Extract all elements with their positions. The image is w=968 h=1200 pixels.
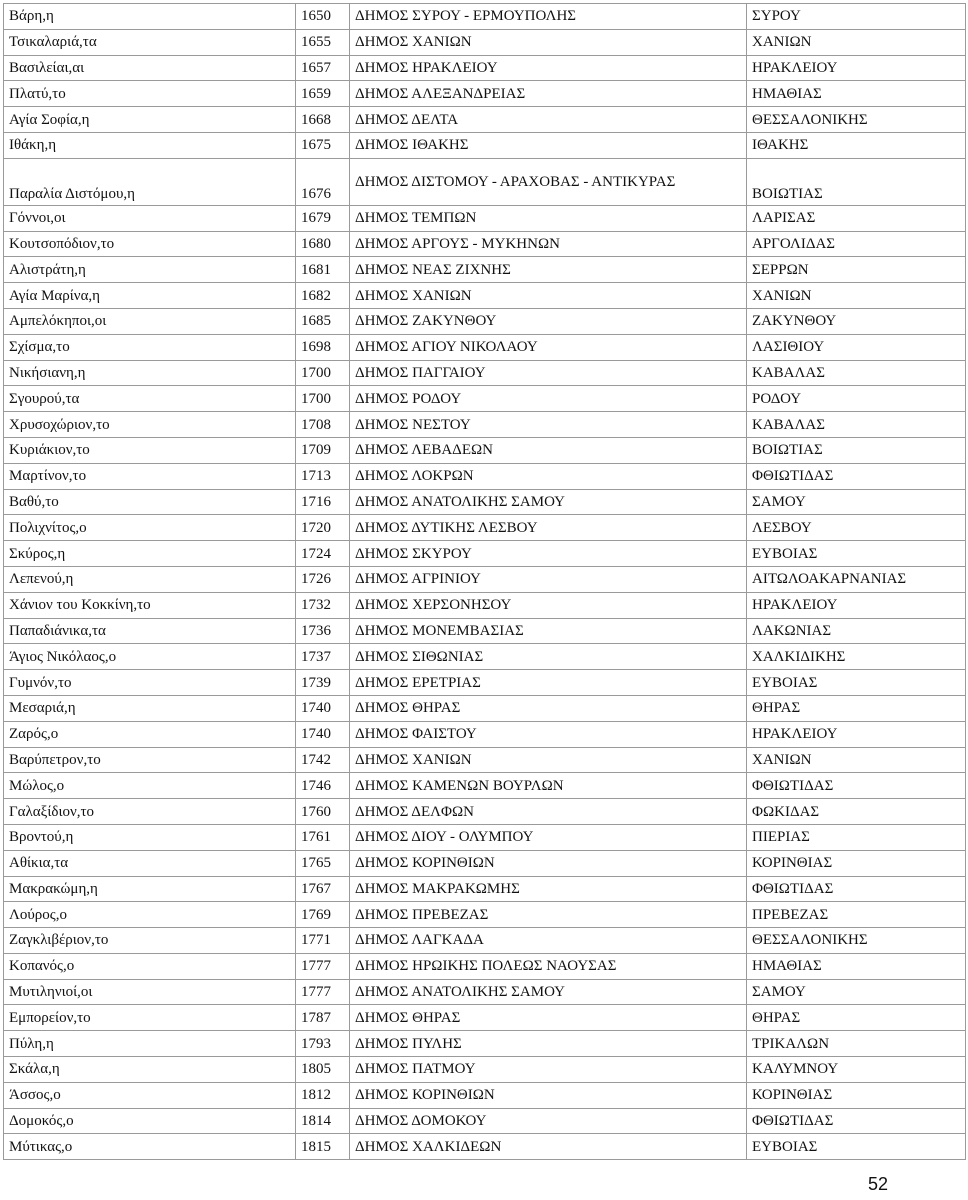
table-row [4,107,966,133]
cell-place: Άγιος Νικόλαος,ο [4,644,296,670]
cell-year: 1737 [296,644,350,670]
cell-year: 1736 [296,618,350,644]
cell-place: Αλιστράτη,η [4,257,296,283]
table-row [4,721,966,747]
cell-year: 1765 [296,850,350,876]
cell-municipality: ΔΗΜΟΣ ΣΚΥΡΟΥ [350,541,747,567]
cell-prefecture: ΚΑΒΑΛΑΣ [747,412,966,438]
cell-prefecture: ΚΑΒΑΛΑΣ [747,360,966,386]
table-row [4,132,966,158]
cell-place: Αμπελόκηποι,οι [4,308,296,334]
cell-municipality: ΔΗΜΟΣ ΜΑΚΡΑΚΩΜΗΣ [350,876,747,902]
cell-year: 1746 [296,773,350,799]
cell-place: Χρυσοχώριον,το [4,412,296,438]
cell-prefecture: ΑΙΤΩΛΟΑΚΑΡΝΑΝΙΑΣ [747,566,966,592]
cell-prefecture: ΗΡΑΚΛΕΙΟΥ [747,721,966,747]
table-row [4,566,966,592]
cell-municipality: ΔΗΜΟΣ ΔΕΛΤΑ [350,107,747,133]
cell-municipality: ΔΗΜΟΣ ΙΘΑΚΗΣ [350,132,747,158]
cell-prefecture: ΦΘΙΩΤΙΔΑΣ [747,463,966,489]
cell-prefecture: ΠΙΕΡΙΑΣ [747,824,966,850]
table-row [4,824,966,850]
cell-year: 1682 [296,283,350,309]
cell-year: 1767 [296,876,350,902]
cell-place: Λούρος,ο [4,902,296,928]
cell-municipality: ΔΗΜΟΣ ΧΑΝΙΩΝ [350,29,747,55]
cell-municipality: ΔΗΜΟΣ ΑΡΓΟΥΣ - ΜΥΚΗΝΩΝ [350,231,747,257]
cell-year: 1777 [296,979,350,1005]
cell-place: Μαρτίνον,το [4,463,296,489]
cell-municipality: ΔΗΜΟΣ ΚΟΡΙΝΘΙΩΝ [350,1082,747,1108]
table-row [4,283,966,309]
cell-year: 1676 [296,158,350,205]
cell-year: 1793 [296,1031,350,1057]
table-row [4,205,966,231]
table-row [4,695,966,721]
cell-prefecture: ΘΗΡΑΣ [747,695,966,721]
cell-prefecture: ΣΥΡΟΥ [747,4,966,30]
cell-place: Γυμνόν,το [4,670,296,696]
cell-municipality: ΔΗΜΟΣ ΖΑΚΥΝΘΟΥ [350,308,747,334]
cell-prefecture: ΤΡΙΚΑΛΩΝ [747,1031,966,1057]
table-row [4,953,966,979]
cell-year: 1724 [296,541,350,567]
cell-year: 1760 [296,799,350,825]
cell-municipality: ΔΗΜΟΣ ΗΡΩΙΚΗΣ ΠΟΛΕΩΣ ΝΑΟΥΣΑΣ [350,953,747,979]
table-row [4,1031,966,1057]
cell-place: Βαθύ,το [4,489,296,515]
cell-year: 1740 [296,721,350,747]
cell-municipality: ΔΗΜΟΣ ΑΛΕΞΑΝΔΡΕΙΑΣ [350,81,747,107]
table-row [4,4,966,30]
table-row [4,489,966,515]
cell-place: Μεσαριά,η [4,695,296,721]
cell-municipality: ΔΗΜΟΣ ΛΑΓΚΑΔΑ [350,928,747,954]
cell-place: Κυριάκιον,το [4,437,296,463]
cell-place: Πύλη,η [4,1031,296,1057]
cell-municipality: ΔΗΜΟΣ ΘΗΡΑΣ [350,1005,747,1031]
cell-prefecture: ΗΡΑΚΛΕΙΟΥ [747,55,966,81]
cell-prefecture: ΧΑΝΙΩΝ [747,747,966,773]
cell-year: 1657 [296,55,350,81]
cell-prefecture: ΘΕΣΣΑΛΟΝΙΚΗΣ [747,107,966,133]
table-row [4,1134,966,1160]
cell-year: 1720 [296,515,350,541]
cell-year: 1685 [296,308,350,334]
table-row [4,850,966,876]
cell-municipality: ΔΗΜΟΣ ΑΓΡΙΝΙΟΥ [350,566,747,592]
cell-municipality: ΔΗΜΟΣ ΦΑΙΣΤΟΥ [350,721,747,747]
table-row [4,1005,966,1031]
table-row [4,231,966,257]
cell-year: 1815 [296,1134,350,1160]
table-row [4,928,966,954]
cell-prefecture: ΗΜΑΘΙΑΣ [747,81,966,107]
cell-prefecture: ΦΘΙΩΤΙΔΑΣ [747,773,966,799]
cell-year: 1659 [296,81,350,107]
cell-municipality: ΔΗΜΟΣ ΣΥΡΟΥ - ΕΡΜΟΥΠΟΛΗΣ [350,4,747,30]
cell-municipality: ΔΗΜΟΣ ΛΕΒΑΔΕΩΝ [350,437,747,463]
cell-municipality: ΔΗΜΟΣ ΑΝΑΤΟΛΙΚΗΣ ΣΑΜΟΥ [350,489,747,515]
cell-place: Πλατύ,το [4,81,296,107]
cell-prefecture: ΕΥΒΟΙΑΣ [747,541,966,567]
cell-year: 1771 [296,928,350,954]
cell-municipality: ΔΗΜΟΣ ΔΥΤΙΚΗΣ ΛΕΣΒΟΥ [350,515,747,541]
table-row [4,979,966,1005]
cell-place: Ζαγκλιβέριον,το [4,928,296,954]
cell-prefecture: ΘΗΡΑΣ [747,1005,966,1031]
cell-prefecture: ΚΟΡΙΝΘΙΑΣ [747,1082,966,1108]
table-row [4,360,966,386]
cell-prefecture: ΧΑΝΙΩΝ [747,29,966,55]
cell-municipality: ΔΗΜΟΣ ΚΟΡΙΝΘΙΩΝ [350,850,747,876]
cell-place: Βροντού,η [4,824,296,850]
cell-place: Χάνιον του Κοκκίνη,το [4,592,296,618]
cell-place: Σκάλα,η [4,1057,296,1083]
cell-municipality: ΔΗΜΟΣ ΠΑΓΓΑΙΟΥ [350,360,747,386]
cell-municipality: ΔΗΜΟΣ ΡΟΔΟΥ [350,386,747,412]
cell-prefecture: ΠΡΕΒΕΖΑΣ [747,902,966,928]
cell-municipality: ΔΗΜΟΣ ΕΡΕΤΡΙΑΣ [350,670,747,696]
cell-prefecture: ΚΟΡΙΝΘΙΑΣ [747,850,966,876]
table-row [4,902,966,928]
cell-prefecture: ΒΟΙΩΤΙΑΣ [747,158,966,205]
cell-year: 1713 [296,463,350,489]
cell-year: 1787 [296,1005,350,1031]
cell-municipality: ΔΗΜΟΣ ΤΕΜΠΩΝ [350,205,747,231]
cell-prefecture: ΦΘΙΩΤΙΔΑΣ [747,876,966,902]
table-row [4,29,966,55]
cell-municipality: ΔΗΜΟΣ ΠΡΕΒΕΖΑΣ [350,902,747,928]
cell-prefecture: ΑΡΓΟΛΙΔΑΣ [747,231,966,257]
cell-municipality: ΔΗΜΟΣ ΚΑΜΕΝΩΝ ΒΟΥΡΛΩΝ [350,773,747,799]
cell-year: 1655 [296,29,350,55]
cell-municipality: ΔΗΜΟΣ ΛΟΚΡΩΝ [350,463,747,489]
cell-place: Μώλος,ο [4,773,296,799]
cell-prefecture: ΗΡΑΚΛΕΙΟΥ [747,592,966,618]
cell-municipality: ΔΗΜΟΣ ΔΕΛΦΩΝ [350,799,747,825]
cell-place: Παραλία Διστόμου,η [4,158,296,205]
cell-year: 1805 [296,1057,350,1083]
table-row [4,773,966,799]
cell-prefecture: ΛΑΡΙΣΑΣ [747,205,966,231]
cell-municipality: ΔΗΜΟΣ ΜΟΝΕΜΒΑΣΙΑΣ [350,618,747,644]
cell-municipality: ΔΗΜΟΣ ΝΕΑΣ ΖΙΧΝΗΣ [350,257,747,283]
cell-prefecture: ΛΑΚΩΝΙΑΣ [747,618,966,644]
cell-prefecture: ΛΕΣΒΟΥ [747,515,966,541]
cell-place: Άσσος,ο [4,1082,296,1108]
table-row [4,1082,966,1108]
cell-place: Βασιλείαι,αι [4,55,296,81]
cell-place: Βάρη,η [4,4,296,30]
cell-year: 1700 [296,386,350,412]
cell-year: 1679 [296,205,350,231]
table-row [4,412,966,438]
cell-year: 1700 [296,360,350,386]
cell-place: Μύτικας,ο [4,1134,296,1160]
table-row [4,437,966,463]
cell-municipality: ΔΗΜΟΣ ΧΑΝΙΩΝ [350,283,747,309]
cell-place: Νικήσιανη,η [4,360,296,386]
cell-year: 1732 [296,592,350,618]
cell-municipality: ΔΗΜΟΣ ΔΟΜΟΚΟΥ [350,1108,747,1134]
cell-year: 1675 [296,132,350,158]
cell-municipality: ΔΗΜΟΣ ΠΥΛΗΣ [350,1031,747,1057]
cell-place: Τσικαλαριά,τα [4,29,296,55]
cell-year: 1726 [296,566,350,592]
cell-municipality: ΔΗΜΟΣ ΣΙΘΩΝΙΑΣ [350,644,747,670]
table-row [4,257,966,283]
cell-municipality: ΔΗΜΟΣ ΔΙΟΥ - ΟΛΥΜΠΟΥ [350,824,747,850]
cell-place: Σκύρος,η [4,541,296,567]
cell-prefecture: ΙΘΑΚΗΣ [747,132,966,158]
cell-year: 1716 [296,489,350,515]
table-row [4,1108,966,1134]
cell-prefecture: ΡΟΔΟΥ [747,386,966,412]
cell-year: 1777 [296,953,350,979]
cell-prefecture: ΧΑΛΚΙΔΙΚΗΣ [747,644,966,670]
cell-place: Μυτιληνιοί,οι [4,979,296,1005]
table-row [4,386,966,412]
cell-place: Σχίσμα,το [4,334,296,360]
cell-prefecture: ΦΘΙΩΤΙΔΑΣ [747,1108,966,1134]
table-row [4,308,966,334]
cell-municipality: ΔΗΜΟΣ ΧΕΡΣΟΝΗΣΟΥ [350,592,747,618]
cell-prefecture: ΚΑΛΥΜΝΟΥ [747,1057,966,1083]
table-row [4,55,966,81]
cell-municipality: ΔΗΜΟΣ ΝΕΣΤΟΥ [350,412,747,438]
cell-year: 1709 [296,437,350,463]
cell-year: 1761 [296,824,350,850]
cell-municipality: ΔΗΜΟΣ ΔΙΣΤΟΜΟΥ - ΑΡΑΧΟΒΑΣ - ΑΝΤΙΚΥΡΑΣ [350,158,747,205]
cell-prefecture: ΦΩΚΙΔΑΣ [747,799,966,825]
table-row [4,158,966,205]
cell-place: Αθίκια,τα [4,850,296,876]
cell-place: Γόννοι,οι [4,205,296,231]
cell-municipality: ΔΗΜΟΣ ΠΑΤΜΟΥ [350,1057,747,1083]
cell-year: 1814 [296,1108,350,1134]
cell-prefecture: ΕΥΒΟΙΑΣ [747,1134,966,1160]
cell-place: Ζαρός,ο [4,721,296,747]
table-row [4,515,966,541]
cell-year: 1680 [296,231,350,257]
cell-place: Λεπενού,η [4,566,296,592]
table-row [4,644,966,670]
cell-year: 1740 [296,695,350,721]
cell-place: Εμπορείον,το [4,1005,296,1031]
cell-place: Αγία Σοφία,η [4,107,296,133]
cell-municipality: ΔΗΜΟΣ ΑΓΙΟΥ ΝΙΚΟΛΑΟΥ [350,334,747,360]
cell-place: Σγουρού,τα [4,386,296,412]
table-body [4,4,966,1160]
table-row [4,1057,966,1083]
cell-place: Κοπανός,ο [4,953,296,979]
cell-prefecture: ΖΑΚΥΝΘΟΥ [747,308,966,334]
table-row [4,541,966,567]
cell-municipality: ΔΗΜΟΣ ΑΝΑΤΟΛΙΚΗΣ ΣΑΜΟΥ [350,979,747,1005]
cell-prefecture: ΛΑΣΙΘΙΟΥ [747,334,966,360]
cell-place: Γαλαξίδιον,το [4,799,296,825]
cell-prefecture: ΘΕΣΣΑΛΟΝΙΚΗΣ [747,928,966,954]
cell-municipality: ΔΗΜΟΣ ΘΗΡΑΣ [350,695,747,721]
cell-year: 1681 [296,257,350,283]
cell-place: Αγία Μαρίνα,η [4,283,296,309]
cell-year: 1739 [296,670,350,696]
cell-prefecture: ΣΑΜΟΥ [747,979,966,1005]
cell-prefecture: ΧΑΝΙΩΝ [747,283,966,309]
cell-municipality: ΔΗΜΟΣ ΗΡΑΚΛΕΙΟΥ [350,55,747,81]
cell-year: 1650 [296,4,350,30]
cell-place: Μακρακώμη,η [4,876,296,902]
cell-prefecture: ΗΜΑΘΙΑΣ [747,953,966,979]
cell-prefecture: ΕΥΒΟΙΑΣ [747,670,966,696]
page-number: 52 [867,1174,888,1194]
table-row [4,81,966,107]
table-row [4,592,966,618]
table-row [4,463,966,489]
cell-place: Βαρύπετρον,το [4,747,296,773]
table-row [4,618,966,644]
cell-municipality: ΔΗΜΟΣ ΧΑΛΚΙΔΕΩΝ [350,1134,747,1160]
table-row [4,334,966,360]
cell-prefecture: ΒΟΙΩΤΙΑΣ [747,437,966,463]
table-row [4,876,966,902]
cell-prefecture: ΣΕΡΡΩΝ [747,257,966,283]
cell-year: 1708 [296,412,350,438]
data-table [3,3,966,1160]
cell-place: Δομοκός,ο [4,1108,296,1134]
cell-year: 1668 [296,107,350,133]
cell-place: Κουτσοπόδιον,το [4,231,296,257]
table-row [4,747,966,773]
cell-place: Πολιχνίτος,ο [4,515,296,541]
cell-year: 1812 [296,1082,350,1108]
cell-place: Ιθάκη,η [4,132,296,158]
cell-municipality: ΔΗΜΟΣ ΧΑΝΙΩΝ [350,747,747,773]
cell-year: 1769 [296,902,350,928]
table-row [4,670,966,696]
cell-year: 1698 [296,334,350,360]
table-row [4,799,966,825]
cell-place: Παπαδιάνικα,τα [4,618,296,644]
cell-prefecture: ΣΑΜΟΥ [747,489,966,515]
cell-year: 1742 [296,747,350,773]
